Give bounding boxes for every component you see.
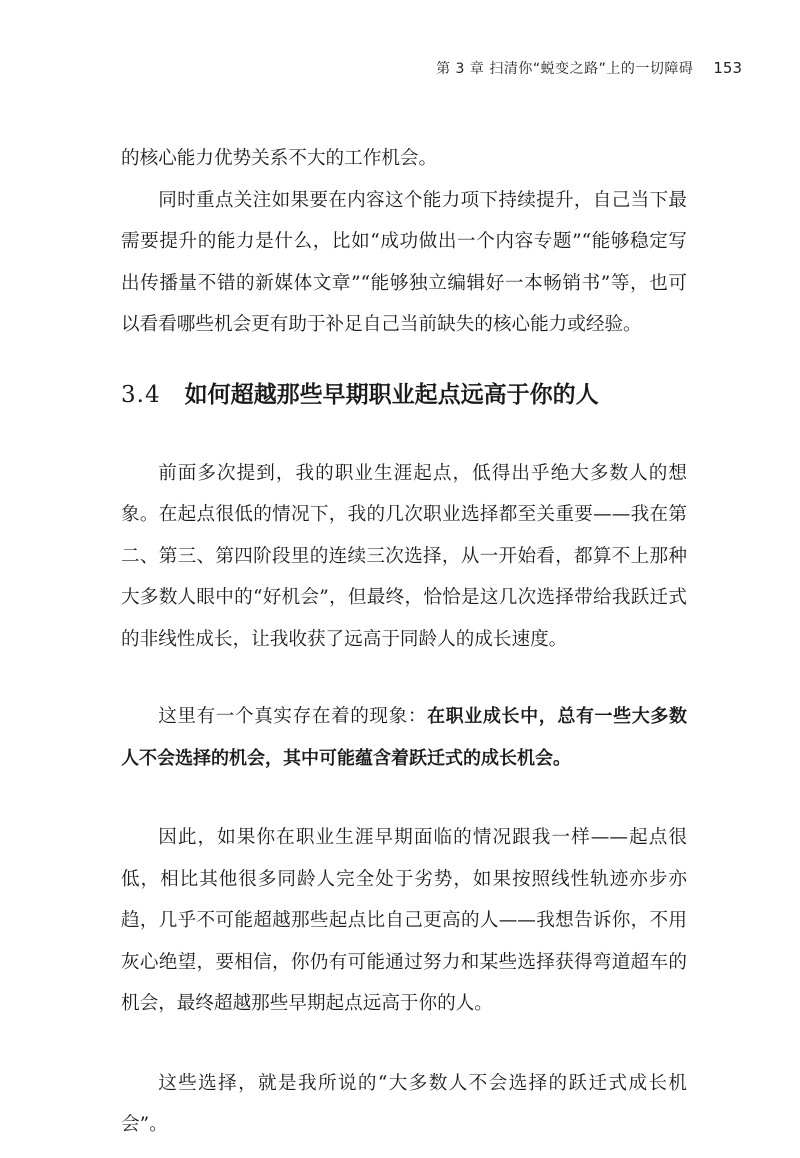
paragraph-content-ability: 同时重点关注如果要在内容这个能力项下持续提升，自己当下最需要提升的能力是什么，比如“成功做出一个内容专题”“能够稳定写出传播量不错的新媒体文章”“能够独立编辑好一本畅销书”等，也可以看看哪些机会更有助于补足自己当前缺失的核心能力或经验。 (121, 189, 687, 335)
section-heading (121, 375, 687, 415)
paragraph-advice: 因此，如果你在职业生涯早期面临的情况跟我一样——起点很低，相比其他很多同龄人完全处于劣势，如果按照线性轨迹亦步亦趋，几乎不可能超越那些起点比自己更高的人——我想告诉你，不用灰心绝望，要相信，你仍有可能通过努力和某些选择获得弯道超车的机会，最终超越那些早期起点远高于你的人。 (121, 827, 687, 1014)
paragraph-career-start: 前面多次提到，我的职业生涯起点，低得出乎绝大多数人的想象。在起点很低的情况下，我的几次职业选择都至关重要——我在第二、第三、第四阶段里的连续三次选择，从一开始看，都算不上那种大多数人眼中的“好机会”，但最终，恰恰是这几次选择带给我跃迁式的非线性成长，让我收获了远高于同龄人的成长速度。 (121, 462, 687, 650)
section-title: 如何超越那些早期职业起点远高于你的人 (184, 380, 599, 408)
paragraph-phenomenon (121, 696, 687, 779)
chapter-title: 第 3 章 扫清你“蜕变之路”上的一切障碍 (436, 61, 694, 77)
paragraph-continuation: 的核心能力优势关系不大的工作机会。 (121, 148, 438, 169)
page-number: 153 (713, 59, 742, 77)
phenomenon-emphasis-text: 在职业成长中，总有一些大多数人不会选择的机会，其中可能蕴含着跃迁式的成长机会。 (121, 706, 687, 769)
paragraph-conclusion: 这些选择，就是我所说的“大多数人不会选择的跃迁式成长机会”。 (121, 1072, 687, 1135)
running-header (436, 58, 742, 78)
section-number: 3.4 (121, 381, 161, 408)
phenomenon-lead-text: 这里有一个真实存在着的现象： (158, 706, 428, 727)
page-body (121, 138, 687, 1146)
